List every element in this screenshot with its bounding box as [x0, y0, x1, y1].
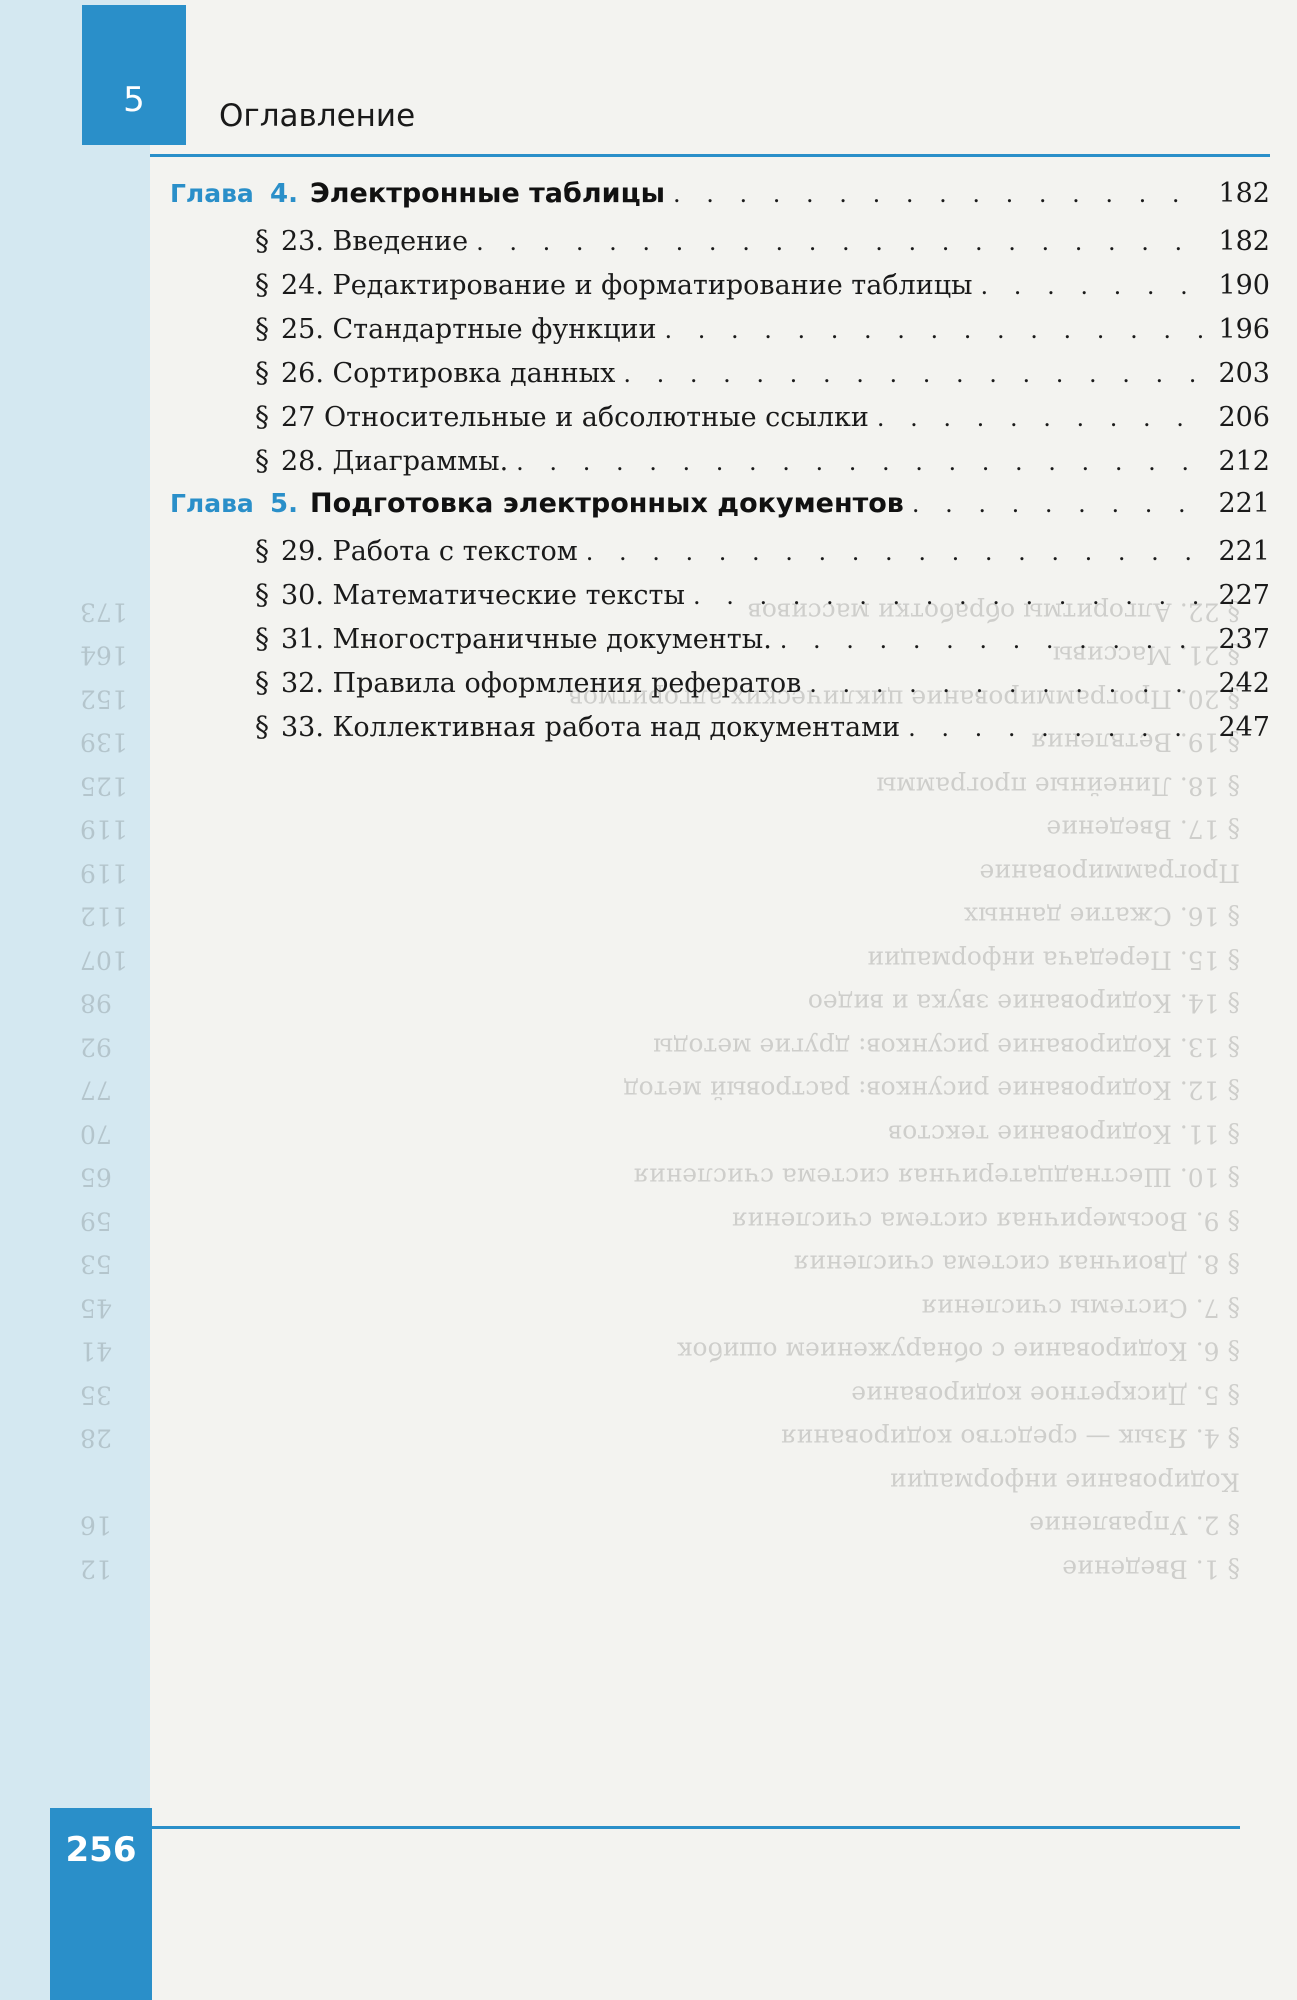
footer-rule	[152, 1826, 1240, 1829]
section-title: 31. Многостраничные документы.	[281, 624, 772, 655]
dot-leader	[476, 228, 1202, 256]
bleed-through-title: § 17. Введение	[1046, 815, 1240, 844]
chapter-page: 182	[1218, 178, 1270, 209]
bleed-through-leader	[122, 1025, 643, 1069]
section-mark: §	[255, 400, 269, 433]
section-title: 28. Диаграммы.	[281, 446, 509, 477]
dot-leader	[981, 272, 1202, 300]
bleed-through-leader	[138, 938, 857, 982]
section-mark: §	[255, 622, 269, 655]
section-mark: §	[255, 710, 269, 743]
bleed-through-title: § 8. Двоичная система счисления	[793, 1250, 1240, 1279]
section-page: 242	[1218, 668, 1270, 699]
dot-leader	[673, 180, 1202, 208]
bleed-through-title: § 16. Сжатие данных	[963, 902, 1240, 931]
bleed-through-leader	[122, 1156, 623, 1200]
toc-section-row	[170, 534, 1270, 578]
section-page: 212	[1218, 446, 1270, 477]
section-title: 29. Работа с текстом	[281, 536, 578, 567]
bleed-through-leader	[122, 1112, 878, 1156]
section-mark: §	[255, 268, 269, 301]
dot-leader	[912, 490, 1202, 518]
dot-leader	[693, 582, 1202, 610]
bleed-through-line	[80, 1286, 1240, 1330]
bleed-through-title: § 7. Системы счисления	[921, 1293, 1240, 1323]
bleed-through-leader	[122, 1069, 613, 1113]
bleed-through-title: § 11. Кодирование текстов	[888, 1119, 1240, 1149]
section-page: 227	[1218, 580, 1270, 611]
page-number: 256	[65, 1830, 137, 1870]
dot-leader	[780, 626, 1202, 654]
chapter-number: 5.	[270, 489, 298, 519]
section-page: 221	[1218, 536, 1270, 567]
section-mark: §	[255, 666, 269, 699]
bleed-through-line	[80, 1025, 1240, 1069]
section-mark: §	[255, 578, 269, 611]
section-mark: §	[255, 356, 269, 389]
running-header-title: Оглавление	[219, 98, 416, 134]
bleed-through-line	[80, 1417, 1240, 1461]
section-mark: §	[255, 534, 269, 567]
section-title: 30. Математические тексты	[281, 580, 685, 611]
bleed-through-leader	[90, 1460, 880, 1504]
bleed-through-title: § 22. Алгоритмы обработки массивов	[747, 597, 1240, 627]
bleed-through-line	[80, 1156, 1240, 1200]
bleed-through-title: § 21. Массивы	[1052, 641, 1240, 670]
table-of-contents	[170, 178, 1270, 754]
section-page: 196	[1218, 314, 1270, 345]
bleed-through-line	[80, 1460, 1240, 1504]
chapter-number: 4.	[270, 179, 298, 209]
bleed-through-leader	[138, 895, 954, 939]
chapter-title: Подготовка электронных документов	[309, 488, 904, 519]
toc-section-row	[170, 400, 1270, 444]
toc-chapter-row	[170, 178, 1270, 224]
section-page: 237	[1218, 624, 1270, 655]
bleed-through-title: § 18. Линейные программы	[876, 771, 1240, 801]
bleed-through-title: § 4. Язык — средство кодирования	[780, 1424, 1240, 1453]
section-page: 203	[1218, 358, 1270, 389]
bleed-through-leader	[138, 764, 867, 808]
bleed-through-title: § 13. Кодирование рисунков: другие методы	[653, 1032, 1240, 1062]
bleed-through-line	[80, 1504, 1240, 1548]
bleed-through-leader	[122, 1373, 841, 1417]
running-chapter-number: 5	[123, 80, 145, 120]
bleed-through-line	[80, 1547, 1240, 1591]
section-mark: §	[255, 444, 269, 477]
section-title: 32. Правила оформления рефератов	[281, 668, 802, 699]
toc-section-row	[170, 666, 1270, 710]
bleed-through-title: § 1. Введение	[1062, 1554, 1240, 1584]
bleed-through-title: § 19. Ветвления	[1031, 728, 1240, 757]
bleed-through-title: § 2. Управление	[1029, 1511, 1240, 1540]
chapter-label: Глава	[170, 179, 254, 208]
section-page: 206	[1218, 402, 1270, 433]
bleed-through-leader	[122, 1286, 911, 1330]
toc-section-row	[170, 710, 1270, 754]
bleed-through-line	[80, 1330, 1240, 1374]
bleed-through-title: § 5. Дискретное кодирование	[851, 1380, 1240, 1410]
bleed-through-leader	[138, 851, 970, 895]
bleed-through-leader	[122, 1330, 667, 1374]
section-page: 247	[1218, 712, 1270, 743]
bleed-through-title: § 6. Кодирование с обнаружением ошибок	[676, 1337, 1240, 1366]
dot-leader	[908, 714, 1202, 742]
dot-leader	[877, 404, 1202, 432]
bleed-through-title: Кодирование информации	[889, 1467, 1240, 1497]
bleed-through-leader	[122, 1243, 783, 1287]
bleed-through-line	[80, 1373, 1240, 1417]
section-title: 24. Редактирование и форматирование таблицы	[281, 270, 973, 301]
bleed-through-line	[80, 982, 1240, 1026]
bleed-through-title: § 12. Кодирование рисунков: растровый метод	[623, 1076, 1240, 1105]
bleed-through-title: § 14. Кодирование звука и видео	[807, 989, 1240, 1018]
bleed-through-title: Программирование	[979, 858, 1240, 888]
section-mark: §	[255, 224, 269, 257]
dot-leader	[664, 316, 1202, 344]
bleed-through-line	[80, 1243, 1240, 1287]
bleed-through-line	[80, 1112, 1240, 1156]
section-title: 25. Стандартные функции	[281, 314, 657, 345]
bleed-through-line	[80, 851, 1240, 895]
chapter-title: Электронные таблицы	[309, 178, 666, 209]
section-page: 190	[1218, 270, 1270, 301]
section-page: 182	[1218, 226, 1270, 257]
toc-section-row	[170, 622, 1270, 666]
section-title: 23. Введение	[281, 226, 469, 257]
bleed-through-title: § 15. Передача информации	[867, 945, 1240, 975]
section-mark: §	[255, 312, 269, 345]
toc-section-row	[170, 268, 1270, 312]
chapter-tab	[82, 5, 186, 145]
section-title: 27 Относительные и абсолютные ссылки	[281, 402, 869, 433]
chapter-page: 221	[1218, 488, 1270, 519]
bleed-through-line	[80, 1069, 1240, 1113]
bleed-through-title: § 10. Шестнадцатеричная система счисления	[633, 1163, 1240, 1192]
bleed-through-leader	[138, 808, 1037, 852]
dot-leader	[809, 670, 1202, 698]
bleed-through-line	[80, 938, 1240, 982]
bleed-through-leader	[122, 1504, 1019, 1548]
toc-section-row	[170, 224, 1270, 268]
bleed-through-leader	[122, 1547, 1052, 1591]
section-title: 26. Сортировка данных	[281, 358, 616, 389]
toc-section-row	[170, 312, 1270, 356]
bleed-through-leader	[122, 982, 798, 1026]
toc-section-row	[170, 578, 1270, 622]
section-title: 33. Коллективная работа над документами	[281, 712, 901, 743]
dot-leader	[516, 448, 1202, 476]
bleed-through-title: § 9. Восьмеричная система счисления	[731, 1206, 1240, 1236]
bleed-through-title: § 20. Программирование циклических алгоритмов	[568, 684, 1240, 714]
dot-leader	[586, 538, 1202, 566]
bleed-through-line	[80, 764, 1240, 808]
toc-section-row	[170, 444, 1270, 488]
bleed-through-line	[80, 1199, 1240, 1243]
chapter-label: Глава	[170, 489, 254, 518]
bleed-through-line	[80, 808, 1240, 852]
bleed-through-leader	[122, 1417, 771, 1461]
toc-section-row	[170, 356, 1270, 400]
left-margin-band	[0, 0, 150, 2000]
dot-leader	[623, 360, 1202, 388]
bleed-through-leader	[122, 1199, 722, 1243]
header-rule	[150, 154, 1270, 157]
bleed-through-line	[80, 895, 1240, 939]
toc-chapter-row	[170, 488, 1270, 534]
